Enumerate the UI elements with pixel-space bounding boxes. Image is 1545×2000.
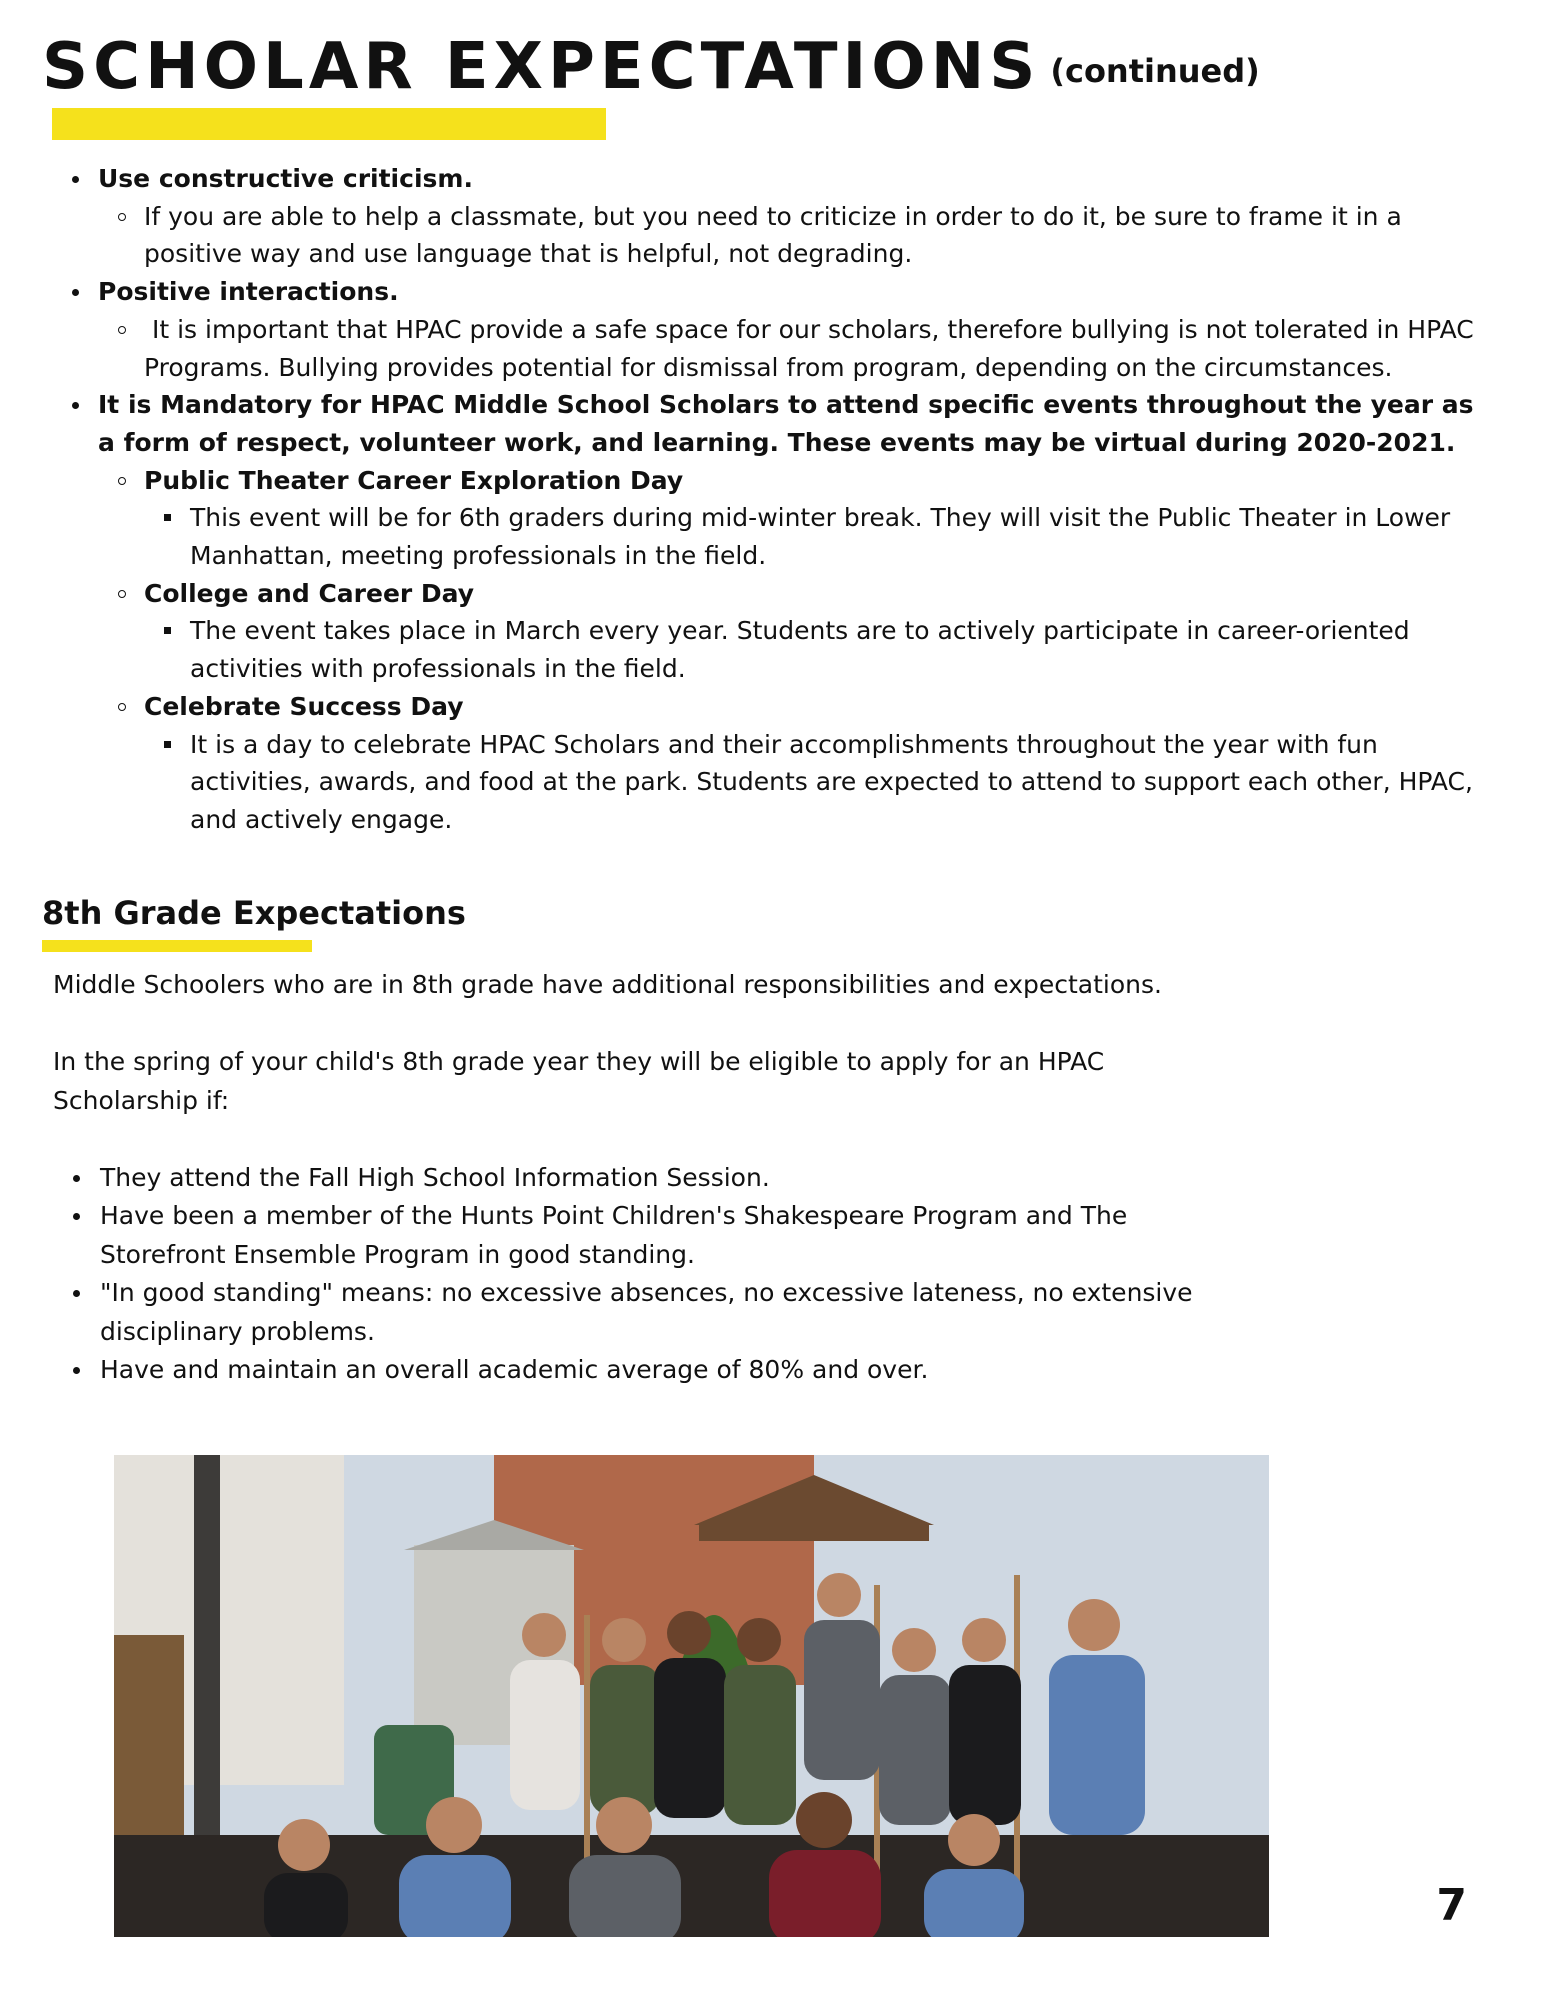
list-item bbox=[144, 612, 1482, 687]
expectation-heading: Use constructive criticism. bbox=[98, 164, 473, 193]
list-item bbox=[144, 726, 1482, 839]
event-detail: The event takes place in March every year. Students are to actively participate in career-oriented activities with professionals in the field. bbox=[190, 616, 1410, 684]
page-number: 7 bbox=[1436, 1880, 1467, 1931]
page-title bbox=[42, 28, 1260, 110]
group-photo-illustration bbox=[114, 1455, 1269, 1937]
title-highlight-bar bbox=[52, 108, 606, 140]
list-item: "In good standing" means: no excessive absences, no excessive lateness, no extensive disciplinary problems. bbox=[53, 1274, 1253, 1351]
list-item bbox=[98, 462, 1482, 575]
list-item: Have been a member of the Hunts Point Children's Shakespeare Program and The Storefront Ensemble Program in good standing. bbox=[53, 1197, 1253, 1274]
scholar-expectations-list bbox=[42, 160, 1482, 839]
list-item: They attend the Fall High School Information Session. bbox=[53, 1159, 1253, 1198]
scholarship-eligibility: In the spring of your child's 8th grade year they will be eligible to apply for an HPAC Scholarship if: bbox=[53, 1047, 1105, 1115]
section-heading-8th-grade: 8th Grade Expectations bbox=[42, 894, 466, 932]
scholarship-conditions bbox=[53, 1159, 1253, 1390]
list-item bbox=[42, 160, 1482, 273]
event-name: College and Career Day bbox=[144, 578, 475, 608]
expectation-heading: Positive interactions. bbox=[98, 277, 399, 307]
page-title-text: SCHOLAR EXPECTATIONS bbox=[42, 30, 1041, 104]
eighth-grade-section bbox=[53, 966, 1253, 1390]
expectation-detail: If you are able to help a classmate, but you need to criticize in order to do it, be sure to frame it in a positive way and use language that is helpful, not degrading. bbox=[144, 201, 1402, 269]
list-item: Have and maintain an overall academic average of 80% and over. bbox=[53, 1351, 1253, 1390]
eighth-grade-intro: Middle Schoolers who are in 8th grade have additional responsibilities and expectations. bbox=[53, 970, 1162, 999]
event-detail: This event will be for 6th graders during mid-winter break. They will visit the Public Theater in Lower Manhattan, meeting professionals in the field. bbox=[190, 503, 1451, 571]
list-item bbox=[98, 575, 1482, 688]
event-detail: It is a day to celebrate HPAC Scholars and their accomplishments throughout the year with fun activities, awards, and food at the park. Students are expected to attend to support each other, HPAC, and actively engage. bbox=[190, 729, 1473, 834]
section-highlight-bar bbox=[42, 940, 312, 952]
list-item bbox=[42, 273, 1482, 386]
expectation-detail: It is important that HPAC provide a safe space for our scholars, therefore bullying is not tolerated in HPAC Programs. Bullying provides potential for dismissal from program, depending on the circumstances. bbox=[144, 314, 1474, 382]
event-name: Public Theater Career Exploration Day bbox=[144, 465, 684, 495]
list-item bbox=[42, 386, 1482, 838]
page-title-suffix: (continued) bbox=[1050, 52, 1260, 90]
group-photo bbox=[114, 1455, 1269, 1937]
list-item bbox=[98, 311, 1482, 386]
event-name: Celebrate Success Day bbox=[144, 691, 464, 721]
expectation-heading: It is Mandatory for HPAC Middle School Scholars to attend specific events throughout the year as a form of respect, volunteer work, and learning. These events may be virtual during 2020-2021. bbox=[98, 390, 1474, 457]
list-item bbox=[144, 499, 1482, 574]
list-item bbox=[98, 688, 1482, 839]
list-item bbox=[98, 198, 1482, 273]
